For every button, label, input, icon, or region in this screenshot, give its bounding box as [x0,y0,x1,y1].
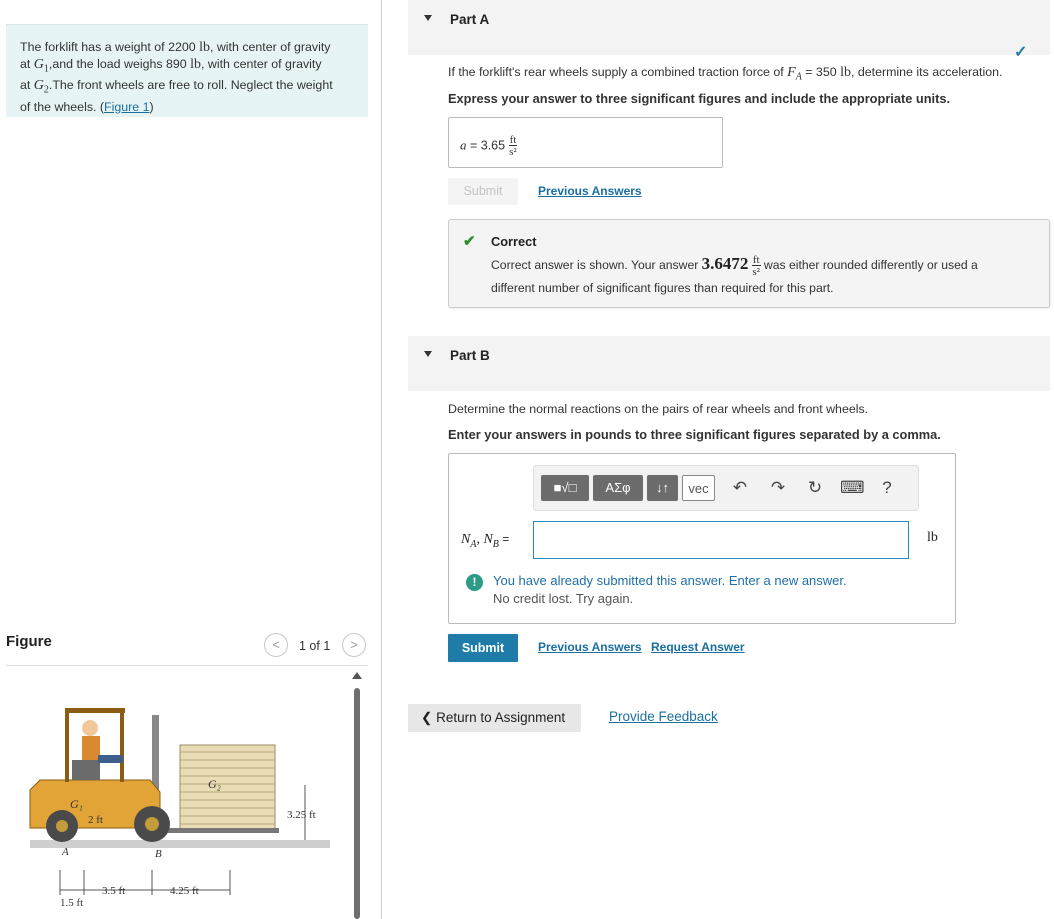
part-a-title: Part A [450,12,490,27]
part-a-instruction: Express your answer to three significant figures and include the appropriate units. [448,91,951,106]
templates-button[interactable]: ■√□ [541,475,589,501]
prev-figure-button[interactable]: < [264,633,288,657]
part-a-answer-box [448,117,723,168]
part-b-previous-answers-link[interactable]: Previous Answers [538,640,642,654]
check-icon: ✓ [1014,44,1028,61]
part-a-previous-answers-link[interactable]: Previous Answers [538,184,642,198]
figure-divider [6,665,368,666]
keyboard-icon[interactable]: ⌨ [840,478,865,497]
part-a-answer: a = 3.65 $\frac{ft}{\text{s²}}$ [460,134,517,158]
redo-icon[interactable]: ↷ [770,478,786,497]
undo-icon[interactable]: ↶ [732,478,748,497]
problem-line-1: The forklift has a weight of 2200 lb, with center of gravity [20,40,331,55]
part-a-question: If the forklift's rear wheels supply a combined traction force of $F_A = 350$ lb, determine its acceleration. [448,65,1003,83]
figure-heading: Figure [6,633,52,650]
na-nb-label: $N_A$, $N_B$ = [461,532,510,550]
math-toolbar [533,465,919,511]
greek-symbols-button[interactable]: AΣφ [593,475,643,501]
warning-message: You have already submitted this answer. Enter a new answer. [493,573,847,588]
part-b-title: Part B [450,348,490,363]
part-b-header[interactable] [408,336,1050,391]
problem-line-4: of the wheels. (Figure 1) [20,99,154,114]
g1-label: G₁ [70,797,83,811]
part-a-submit-button[interactable]: Submit [448,178,518,205]
forklift-forks [159,828,279,833]
point-a-label: A [62,846,69,858]
problem-line-2: at $G_1,and$ the load weighs 890 lb, with center of gravity [20,57,322,75]
arrows-button[interactable]: ↓↑ [647,475,678,501]
request-answer-link[interactable]: Request Answer [651,640,745,654]
na-nb-input[interactable] [533,521,909,559]
part-a-header[interactable] [408,0,1050,55]
vector-button[interactable]: vec [682,475,715,501]
part-b-instruction: Enter your answers in pounds to three significant figures separated by a comma. [448,427,941,442]
figure-scrollbar[interactable] [354,688,360,919]
figure-count: 1 of 1 [299,639,331,653]
reset-icon[interactable]: ↻ [807,478,823,497]
correct-check-icon: ✔ [463,233,476,250]
problem-statement [6,24,368,117]
point-b-label: B [155,848,162,860]
collapse-triangle-icon[interactable] [424,15,432,21]
load-crate [180,745,275,830]
chevron-left-icon: ❮ [421,710,433,725]
dim-325ft: 3.25 ft [287,809,316,821]
part-b-submit-button[interactable]: Submit [448,634,518,662]
g2-label: G₂ [208,777,221,791]
problem-line-3: at $G_2.The$ front wheels are free to roll. Neglect the weight [20,78,333,96]
panel-divider [381,0,382,919]
driver-head [82,720,98,736]
part-b-editor [448,453,956,624]
next-figure-button[interactable]: > [342,633,366,657]
part-b-question: Determine the normal reactions on the pairs of rear wheels and front wheels. [448,402,869,416]
ground [30,840,330,848]
figure-link[interactable]: Figure 1 [104,99,150,114]
correct-feedback [448,219,1050,308]
unit-label: lb [927,530,938,545]
feedback-title: Correct [491,234,537,249]
warning-icon: ! [466,574,483,591]
scroll-up-arrow[interactable] [352,672,362,679]
feedback-message: Correct answer is shown. Your answer 3.6472 $\frac{ft}{\text{s²}}$ was either rounded differently or used a different number of significant figures than required for this part. [491,253,978,295]
dim-15ft: 1.5 ft [60,897,84,909]
collapse-triangle-icon[interactable] [424,351,432,357]
provide-feedback-link[interactable]: Provide Feedback [609,709,718,724]
warning-submessage: No credit lost. Try again. [493,591,634,606]
forklift-figure [20,700,340,915]
unit-fraction: $\frac{ft}{\text{s²}}$ [509,134,517,158]
return-to-assignment-button[interactable]: ❮ Return to Assignment [408,704,581,732]
dim-425ft: 4.25 ft [170,885,199,897]
dim-35ft: 3.5 ft [102,885,126,897]
forklift-body [30,708,160,828]
help-icon[interactable]: ? [882,478,892,497]
dim-2ft: 2 ft [88,814,103,826]
